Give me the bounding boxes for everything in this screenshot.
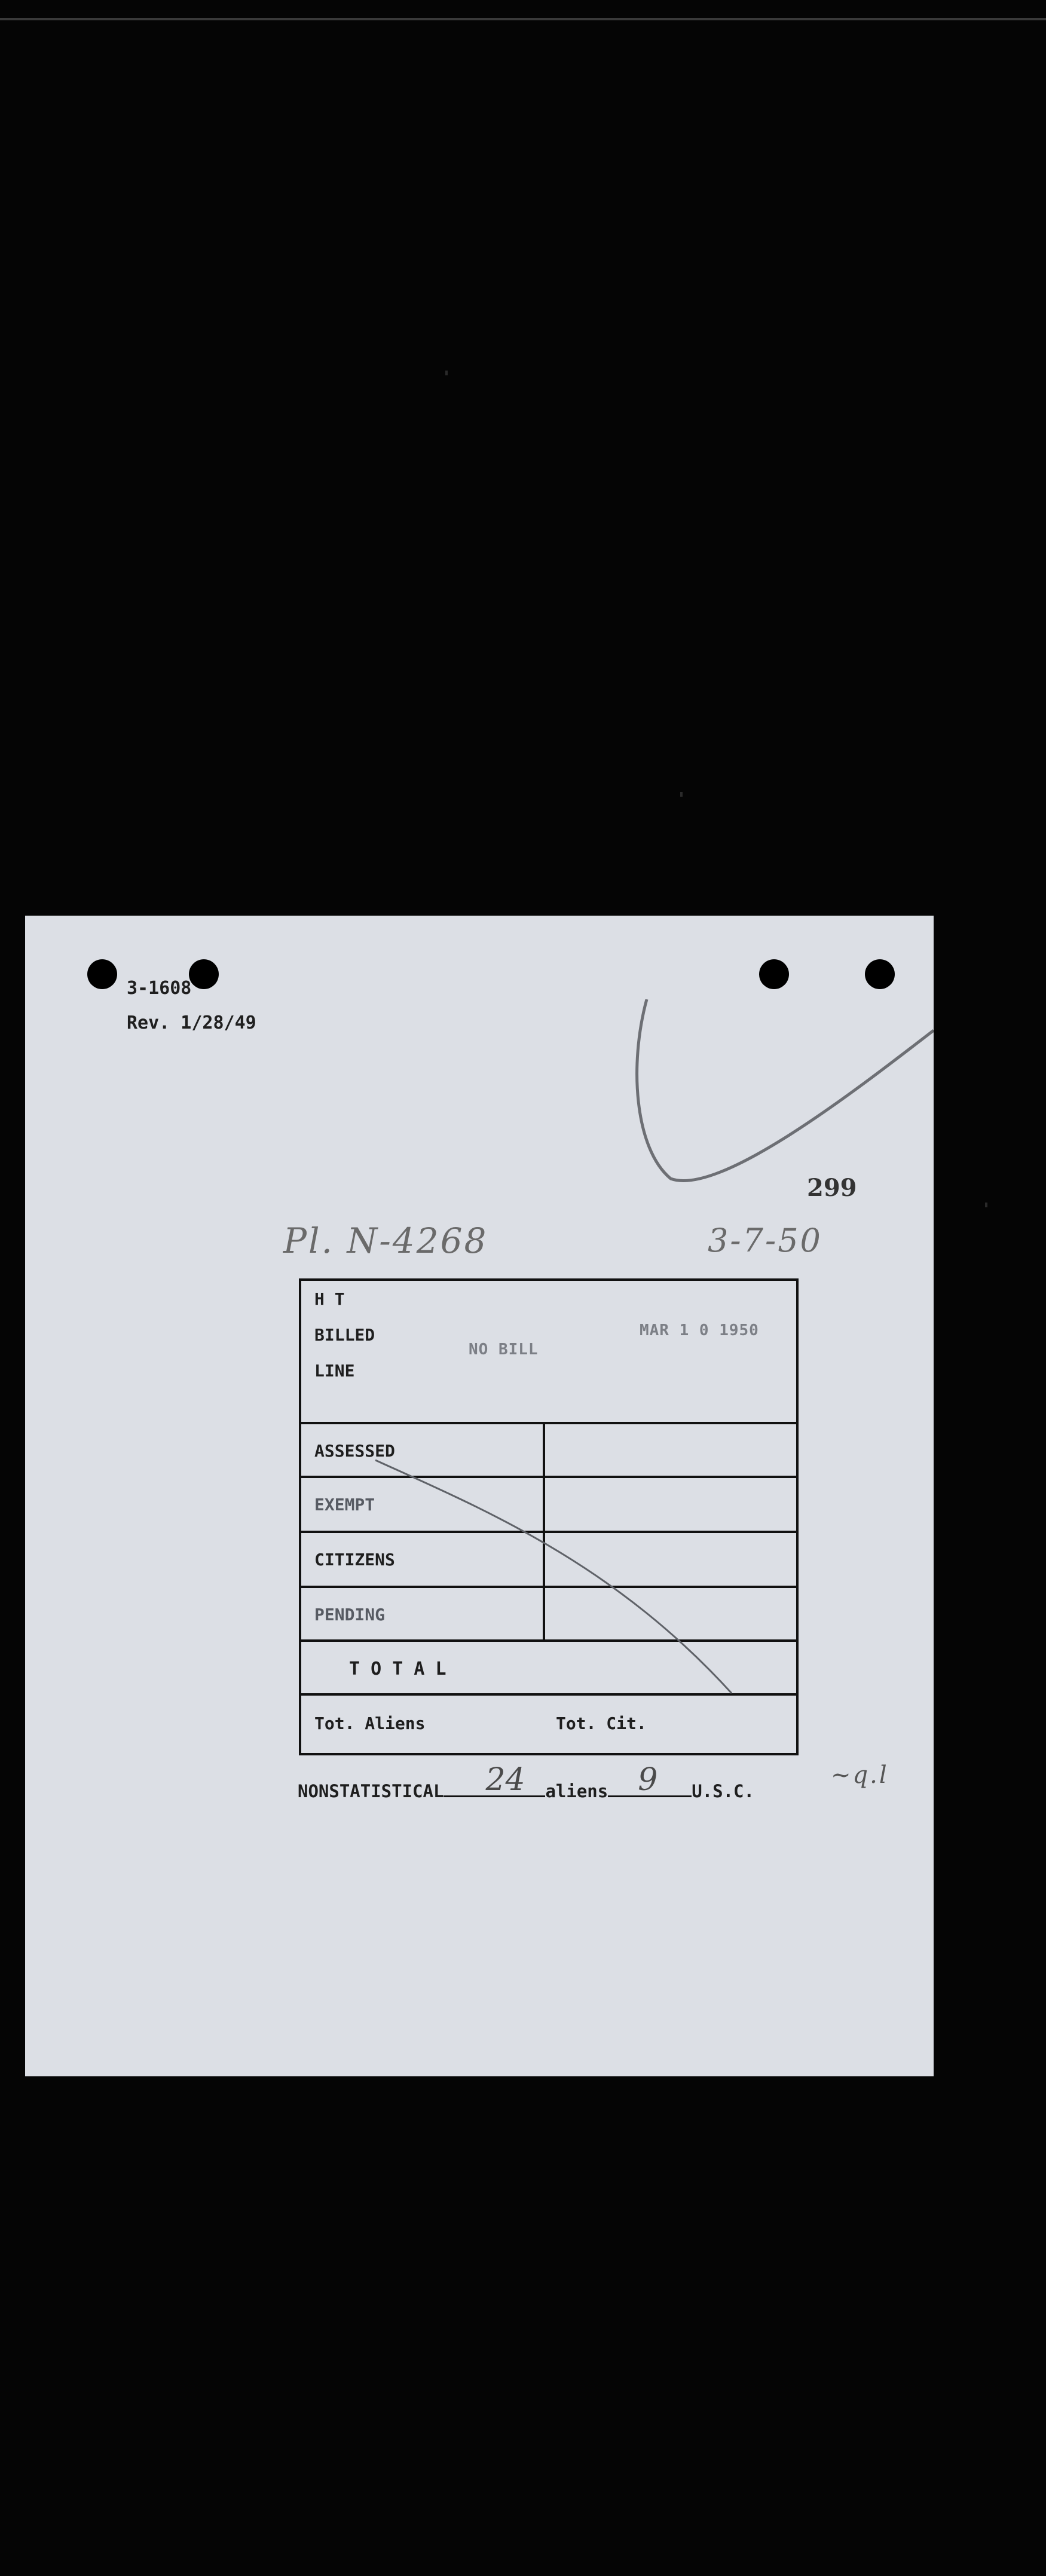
aliens-label: aliens [545, 1781, 608, 1801]
initials-scribble: ~q.l [831, 1761, 889, 1789]
page-number: 299 [807, 1174, 857, 1202]
form-code: 3-1608 [127, 978, 192, 999]
tot-aliens-label: Tot. Aliens [314, 1714, 426, 1733]
diagonal-strike-line [301, 1281, 801, 1758]
punch-hole [87, 959, 117, 989]
film-top-edge [0, 18, 1046, 20]
assessed-label: ASSESSED [314, 1441, 395, 1461]
film-speck [680, 792, 683, 797]
total-label: T O T A L [349, 1659, 446, 1679]
aliens-blank [444, 1762, 545, 1798]
usc-label: U.S.C. [692, 1781, 754, 1801]
citizens-label: CITIZENS [314, 1550, 395, 1570]
aliens-count: 24 [485, 1762, 525, 1798]
check-mark [599, 999, 934, 1226]
revision-date: Rev. 1/28/49 [127, 1012, 256, 1033]
film-speck [445, 371, 448, 375]
line-label: LINE [314, 1361, 355, 1381]
ht-label: H T [314, 1289, 345, 1309]
document-card [25, 916, 934, 2076]
film-speck [985, 1203, 987, 1207]
no-bill-stamp: NO BILL [469, 1341, 539, 1359]
exempt-label: EXEMPT [314, 1495, 375, 1515]
tally-table [299, 1278, 799, 1755]
date-stamp: MAR 1 0 1950 [640, 1321, 759, 1339]
punch-hole [189, 959, 219, 989]
punch-hole [865, 959, 895, 989]
usc-blank [608, 1762, 692, 1798]
nonstatistical-line [298, 1762, 754, 1801]
punch-hole [759, 959, 789, 989]
nonstatistical-label: NONSTATISTICAL [298, 1781, 444, 1801]
pending-label: PENDING [314, 1605, 386, 1624]
handwritten-reference: Pl. N-4268 [283, 1220, 488, 1261]
usc-count: 9 [638, 1762, 658, 1798]
billed-label: BILLED [314, 1325, 375, 1345]
tot-cit-label: Tot. Cit. [556, 1714, 647, 1733]
handwritten-date: 3-7-50 [708, 1222, 822, 1259]
